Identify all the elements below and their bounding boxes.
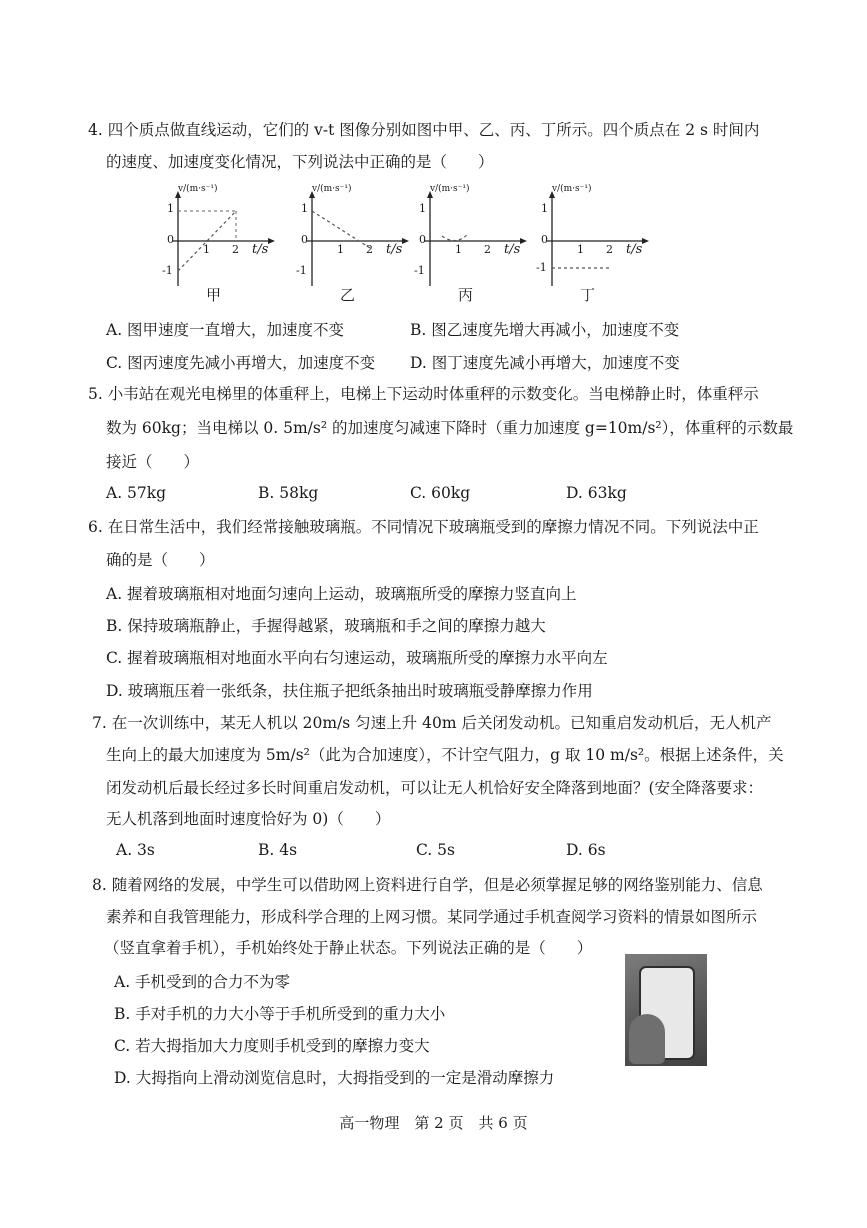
hand-shape <box>629 1014 665 1064</box>
q5-stem-line2: 数为 60kg；当电梯以 0. 5m/s² 的加速度匀减速下降时（重力加速度 g=10m/s²），体重秤的示数最 <box>106 419 794 437</box>
graph-bing-xlabel: t/s <box>504 242 521 257</box>
q8-stem-line3: （竖直拿着手机），手机始终处于静止状态。下列说法正确的是（ ） <box>104 939 593 957</box>
q7-option-b: B. 4s <box>258 841 298 859</box>
q5-option-c: C. 60kg <box>410 484 471 502</box>
q8-stem-line1: 8. 随着网络的发展，中学生可以借助网上资料进行自学，但是必须掌握足够的网络鉴别能力、信息 <box>92 876 763 894</box>
graph-yi-caption: 乙 <box>340 286 356 304</box>
q4-option-a: A. 图甲速度一直增大，加速度不变 <box>106 321 345 339</box>
graph-bing-tick-x2: 2 <box>484 243 491 256</box>
q7-option-a: A. 3s <box>116 841 155 859</box>
graph-jia-caption: 甲 <box>206 286 222 304</box>
x-axis-arrow <box>642 238 649 244</box>
q6-option-d: D. 玻璃瓶压着一张纸条，扶住瓶子把纸条抽出时玻璃瓶受静摩擦力作用 <box>106 682 593 700</box>
graph-jia-xlabel: t/s <box>252 242 269 257</box>
q4-stem-line2: 的速度、加速度变化情况，下列说法中正确的是（ ） <box>106 153 494 171</box>
q7-stem-line3: 闭发动机后最长经过多长时间重启发动机，可以让无人机恰好安全降落到地面？(安全降落要求： <box>106 779 764 797</box>
q7-stem-line4: 无人机落到地面时速度恰好为 0)（ ） <box>106 810 391 828</box>
graph-ding-tick-x1: 1 <box>577 243 584 256</box>
graph-ding-caption: 丁 <box>580 286 596 304</box>
q8-stem-line2: 素养和自我管理能力，形成科学合理的上网习惯。某同学通过手机查阅学习资料的情景如图所示 <box>106 908 758 926</box>
graph-jia-tick-x1: 1 <box>203 243 210 256</box>
graph-bing-ylabel: v/(m·s⁻¹) <box>430 184 470 194</box>
phone-in-hand-photo <box>625 954 707 1066</box>
graph-yi-tick-y0: 0 <box>301 233 308 246</box>
graph-yi-tick-ym1: -1 <box>296 264 307 277</box>
vt-graph-ding <box>524 186 654 306</box>
q5-stem-line3: 接近（ ） <box>106 453 200 471</box>
graph-yi-tick-x1: 1 <box>337 243 344 256</box>
graph-bing-tick-x1: 1 <box>455 243 462 256</box>
graph-bing-tick-y1: 1 <box>419 202 426 215</box>
vt-graph-bing <box>402 186 532 306</box>
q8-option-d: D. 大拇指向上滑动浏览信息时，大拇指受到的一定是滑动摩擦力 <box>114 1069 555 1087</box>
graph-ding-tick-x2: 2 <box>606 243 613 256</box>
q4-option-b: B. 图乙速度先增大再减小，加速度不变 <box>410 321 680 339</box>
graph-yi-ylabel: v/(m·s⁻¹) <box>312 184 352 194</box>
vt-graph-jia <box>150 186 280 306</box>
q8-option-c: C. 若大拇指加大力度则手机受到的摩擦力变大 <box>114 1037 430 1055</box>
graph-ding-tick-y0: 0 <box>541 233 548 246</box>
graph-bing-tick-ym1: -1 <box>414 264 425 277</box>
graph-bing-tick-y0: 0 <box>419 233 426 246</box>
q5-option-d: D. 63kg <box>566 484 627 502</box>
x-axis-arrow <box>268 238 275 244</box>
q8-option-a: A. 手机受到的合力不为零 <box>114 973 291 991</box>
graph-jia-ylabel: v/(m·s⁻¹) <box>178 184 218 194</box>
q4-stem-line1: 4. 四个质点做直线运动，它们的 v-t 图像分别如图中甲、乙、丙、丁所示。四个质点在 2 s 时间内 <box>88 121 760 139</box>
q8-option-b: B. 手对手机的力大小等于手机所受到的重力大小 <box>114 1005 446 1023</box>
graph-jia-tick-y1: 1 <box>167 202 174 215</box>
graph-ding-ylabel: v/(m·s⁻¹) <box>552 184 592 194</box>
q7-option-d: D. 6s <box>566 841 606 859</box>
graph-jia-tick-ym1: -1 <box>162 264 173 277</box>
vt-graph-yi <box>284 186 414 306</box>
page-footer: 高一物理 第 2 页 共 6 页 <box>339 1114 528 1132</box>
q5-option-b: B. 58kg <box>258 484 319 502</box>
q7-stem-line1: 7. 在一次训练中，某无人机以 20m/s 匀速上升 40m 后关闭发动机。已知重启发动机后，无人机产 <box>92 714 772 732</box>
vt-line-bing <box>442 234 468 241</box>
q7-option-c: C. 5s <box>416 841 455 859</box>
graph-ding-tick-ym1: -1 <box>536 261 547 274</box>
q6-stem-line2: 确的是（ ） <box>106 551 215 569</box>
q6-stem-line1: 6. 在日常生活中，我们经常接触玻璃瓶。不同情况下玻璃瓶受到的摩擦力情况不同。下列说法中正 <box>88 518 759 536</box>
q6-option-b: B. 保持玻璃瓶静止，手握得越紧，玻璃瓶和手之间的摩擦力越大 <box>106 617 546 635</box>
q4-option-c: C. 图丙速度先减小再增大，加速度不变 <box>106 354 376 372</box>
graph-ding-tick-y1: 1 <box>541 202 548 215</box>
q6-option-a: A. 握着玻璃瓶相对地面匀速向上运动，玻璃瓶所受的摩擦力竖直向上 <box>106 585 577 603</box>
graph-bing-caption: 丙 <box>458 286 474 304</box>
q5-stem-line1: 5. 小韦站在观光电梯里的体重秤上，电梯上下运动时体重秤的示数变化。当电梯静止时，体重秤示 <box>88 385 759 403</box>
graph-ding-xlabel: t/s <box>626 242 643 257</box>
graph-jia-tick-x2: 2 <box>232 243 239 256</box>
graph-yi-xlabel: t/s <box>386 242 403 257</box>
q4-option-d: D. 图丁速度先减小再增大，加速度不变 <box>410 354 680 372</box>
q7-stem-line2: 生向上的最大加速度为 5m/s²（此为合加速度），不计空气阻力，g 取 10 m/s²。根据上述条件，关 <box>106 746 784 764</box>
graph-yi-tick-y1: 1 <box>301 202 308 215</box>
graph-yi-tick-x2: 2 <box>366 243 373 256</box>
q5-option-a: A. 57kg <box>106 484 167 502</box>
graph-jia-tick-y0: 0 <box>167 233 174 246</box>
q6-option-c: C. 握着玻璃瓶相对地面水平向右匀速运动，玻璃瓶所受的摩擦力水平向左 <box>106 649 608 667</box>
